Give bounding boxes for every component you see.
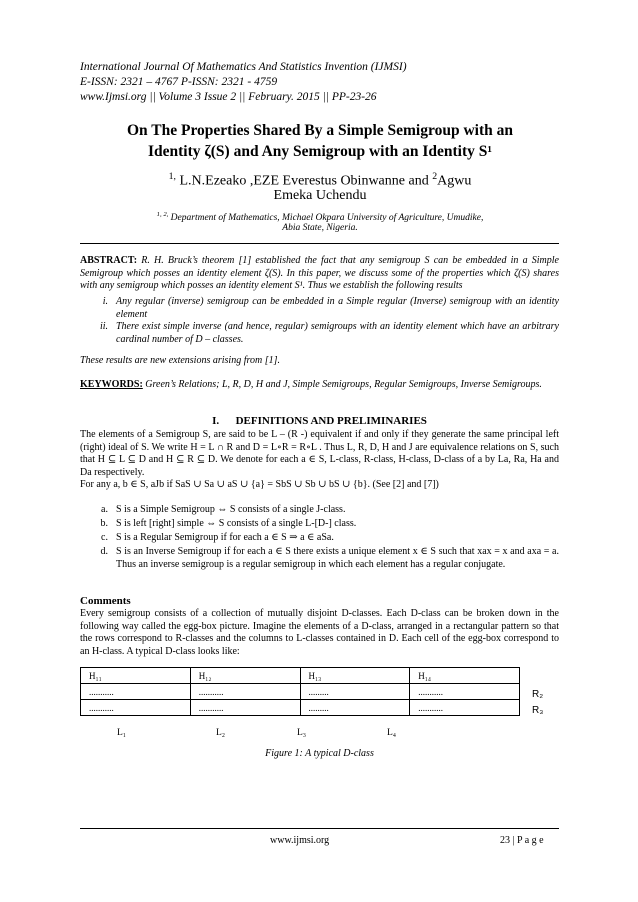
keywords-label: KEYWORDS: xyxy=(80,379,143,390)
table-cell: H₁₃ xyxy=(300,668,410,684)
keywords xyxy=(80,379,559,392)
col-label: L₂ xyxy=(216,728,226,738)
row-label: R₂ xyxy=(532,689,544,700)
paper-title-line1: On The Properties Shared By a Simple Semigroup with an xyxy=(127,122,513,139)
authors-names: L.N.Ezeako ,EZE Everestus Obinwanne and xyxy=(176,173,433,189)
definition-num: c. xyxy=(101,532,108,543)
abstract-item-num: ii. xyxy=(99,321,108,332)
author-sup-1: 1, xyxy=(168,171,176,182)
section-para2: For any a, b ∈ S, aJb if SaS ∪ Sa ∪ aS ∪ {a} = SbS ∪ Sb ∪ bS ∪ {b}. (See [2] and [7]) xyxy=(80,479,439,490)
section-title: DEFINITIONS AND PRELIMINARIES xyxy=(235,415,427,427)
dclass-table xyxy=(80,667,520,716)
issn-line: E-ISSN: 2321 – 4767 P-ISSN: 2321 - 4759 xyxy=(80,76,278,88)
top-rule xyxy=(80,243,559,244)
comments-heading: Comments xyxy=(80,595,131,607)
section-heading xyxy=(80,415,559,427)
row-label: R₃ xyxy=(532,705,544,716)
figure-caption: Figure 1: A typical D-class xyxy=(265,748,374,759)
table-cell: ......... xyxy=(300,700,410,716)
col-label: L₃ xyxy=(297,728,307,738)
table-cell: H₁₁ xyxy=(81,668,191,684)
abstract-closing: These results are new extensions arising from [1]. xyxy=(80,355,280,366)
col-label: L₁ xyxy=(117,728,127,738)
table-cell: ........... xyxy=(190,700,300,716)
comments-text: Every semigroup consists of a collection of mutually disjoint D-classes. Each D-class can be broken down in the following way called the egg-box picture. Imagine the elements of a D-class, arranged in a rectangular pattern so that the rows correspond to R-classes and the columns to L-classes contained in D. Each cell of the egg-box correspond to an H-class. A typical D-class looks like: xyxy=(80,608,559,657)
affiliation-line2: Abia State, Nigeria. xyxy=(282,223,358,233)
table-cell: H₁₄ xyxy=(410,668,520,684)
footer-url[interactable]: www.ijmsi.org xyxy=(270,835,330,846)
abstract-item-text: Any regular (inverse) semigroup can be embedded in a Simple regular (Inverse) semigroup with an identity element xyxy=(116,296,559,320)
footer-rule xyxy=(80,828,559,829)
definition-num: d. xyxy=(100,546,108,557)
section-number: I. xyxy=(212,415,220,427)
table-cell: ........... xyxy=(190,684,300,700)
author-sup-2: 2 xyxy=(432,171,438,182)
table-cell: ........... xyxy=(81,684,191,700)
definition-num: a. xyxy=(101,504,108,515)
definition-text: S is an Inverse Semigroup if for each a ∈ S there exists a unique element x ∈ S such that xax = x and axa = a. Thus an inverse semigroup is a regular semigroup in which each element has a regular conjugate. xyxy=(116,546,559,570)
table-cell: ........... xyxy=(81,700,191,716)
abstract-text: R. H. Bruck’s theorem [1] established the fact that any semigroup S can be embedded in a Simple Semigroup which posses an identity element ζ(S). In this paper, we discuss some of the properties which ζ(S) shares with any semigroup which posses an identity element S¹. Thus we establish the following results xyxy=(80,255,559,291)
affil-text: Department of Mathematics, Michael Okpara University of Agriculture, Umudike, xyxy=(168,213,484,224)
journal-name: International Journal Of Mathematics And Statistics Invention (IJMSI) xyxy=(80,61,407,73)
abstract-item-num: i. xyxy=(102,296,108,307)
abstract-label: ABSTRACT: xyxy=(80,255,138,266)
definition-text: S is a Simple Semigroup ⇔ S consists of a single J-class. xyxy=(116,504,346,515)
authors-line2: Emeka Uchendu xyxy=(273,188,367,203)
abstract xyxy=(80,255,559,293)
paper-title-line2: Identity ζ(S) and Any Semigroup with an Identity S¹ xyxy=(147,143,493,160)
affil-sup: 1, 2, xyxy=(156,211,169,218)
table-cell: ........... xyxy=(410,700,520,716)
keywords-text: Green’s Relations; L, R, D, H and J, Simple Semigroups, Regular Semigroups, Inverse Semigroups. xyxy=(142,379,542,390)
table-row xyxy=(81,668,520,684)
table-row xyxy=(81,684,520,700)
authors-names-2: Agwu xyxy=(437,173,472,189)
definition-text: S is left [right] simple ⇔ S consists of a single L-[D-] class. xyxy=(116,518,357,529)
definition-num: b. xyxy=(100,518,108,529)
definition-text: S is a Regular Semigroup if for each a ∈ S ⇒ a ∈ aSa. xyxy=(116,532,334,543)
section-para1: The elements of a Semigroup S, are said to be L – (R -) equivalent if and only if they generate the same principal left (right) ideal of S. We write H = L ∩ R and D = L∘R = R∘L . Thus L, R, D, H and J are equivalence relations on S, such that H ⊆ L ⊆ D and H ⊆ R ⊆ D. We denote for each a ∈ S, L-class, R-class, H-class, D-class of a by La, Ra, Ha and Da respectively. xyxy=(80,429,559,478)
volume-line: www.Ijmsi.org || Volume 3 Issue 2 || February. 2015 || PP-23-26 xyxy=(80,91,377,103)
col-label: L₄ xyxy=(387,728,397,738)
footer-page: 23 | P a g e xyxy=(500,835,544,846)
table-cell: H₁₂ xyxy=(190,668,300,684)
abstract-item-text: There exist simple inverse (and hence, regular) semigroups with an identity element which have an arbitrary cardinal number of D – classes. xyxy=(116,321,559,345)
table-cell: ........... xyxy=(410,684,520,700)
table-row xyxy=(81,700,520,716)
table-cell: ......... xyxy=(300,684,410,700)
